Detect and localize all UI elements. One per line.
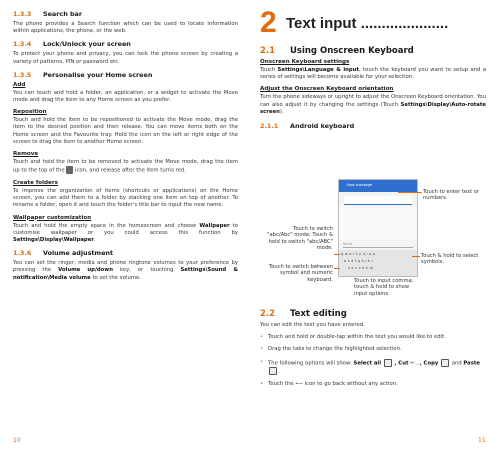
callout-line-hold	[412, 256, 420, 257]
note-hold-symbols: Touch & hold to select symbols.	[421, 253, 479, 266]
volume-text: You can set the ringer, media and phone ringtone volumes to your preference by pressing the Volume up/down key, or touching Settings\Sound & notification\Media volume to set the volume.	[13, 260, 238, 281]
heading-onscreen-keyboard: 2.1 Using Onscreen Keyboard	[260, 46, 414, 56]
keyboard-orientation-text: Turn the phone sideways or upright to adjust the Onscreen Keyboard orientation. You can also adjust it by changing the settings (Touch Settings\Display\Auto-rotate screen).	[260, 94, 486, 115]
phone-send-field: Send	[343, 242, 413, 248]
heading-personalise: 1.3.5 Personalise your Home screen	[13, 70, 153, 79]
create-folders-text: To improve the organization of items (shortcuts or applications) on the Home screen, you can add them to a folder by stacking one item on top of another. To rename a folder, open it and touch the folder's title bar to input the new name.	[13, 187, 238, 209]
bullet-touch-hold: • Touch and hold or double-tap within the text you would like to edit.	[260, 334, 486, 341]
note-switch-abc: Touch to switch "abc/Abc" mode; Touch & hold to switch "abc/ABC" mode.	[267, 226, 333, 251]
remove-text: Touch and hold the item to be removed to activate the Move mode, drag the item up to the top of the icon, and release after the item turns red.	[13, 159, 238, 174]
reposition-text: Touch and hold the item to be repositioned to activate the Move mode, drag the item to the desired position and then release. You can move items both on the Home screen and the Favourite tray. Hold the icon on the left or right edge of the screen to drag the item to another Home screen.	[13, 117, 238, 145]
chapter-header	[260, 6, 488, 40]
trash-icon	[66, 166, 73, 174]
bullet-drag-tabs: • Drag the tabs to change the highlighted selection.	[260, 346, 486, 353]
bullet-back: • Touch the ⟵ icon to go back without any action.	[260, 381, 486, 388]
chapter-title: Text input .....................	[286, 15, 449, 32]
keyboard-row-3: zxcvbnm	[348, 266, 375, 270]
note-enter-text: Touch to enter text or numbers.	[423, 189, 480, 202]
lock-screen-text: To protect your phone and privacy, you can lock the phone screen by creating a variety of patterns, PIN or password etc.	[13, 51, 238, 65]
subheading-keyboard-settings: Onscreen Keyboard settings	[260, 59, 350, 65]
paste-icon	[269, 367, 277, 375]
subheading-add: Add	[13, 81, 26, 88]
callout-line-enter	[398, 192, 422, 193]
subheading-keyboard-orientation: Adjust the Onscreen Keyboard orientation	[260, 86, 394, 93]
search-bar-text: The phone provides a Search function which can be used to locate information within applications, the phone, or the web.	[13, 21, 238, 35]
callout-line-abc	[334, 254, 340, 255]
heading-lock-screen: 1.3.4 Lock/Unlock your screen	[13, 40, 131, 49]
heading-volume: 1.3.6 Volume adjustment	[13, 249, 114, 258]
callout-line-symbol	[334, 268, 340, 269]
note-comma: Touch to input comma; touch & hold to show input options.	[354, 278, 414, 297]
heading-text-editing: 2.2 Text editing	[260, 309, 347, 319]
text-editing-intro: You can edit the text you have entered.	[260, 322, 365, 328]
keyboard-screenshot	[338, 179, 418, 277]
cut-icon: ✂	[410, 360, 415, 367]
copy-icon	[441, 359, 449, 367]
subheading-wallpaper: Wallpaper customization	[13, 214, 92, 221]
heading-android-keyboard: 2.1.1 Android keyboard	[260, 122, 355, 131]
page-number-right: 11	[478, 437, 486, 444]
wallpaper-text: Touch and hold the empty space in the homescreen and choose Wallpaper to customise wallpaper or you could access this function by Settings\Display\Wallpaper.	[13, 222, 238, 243]
chapter-number: 2	[260, 6, 277, 39]
heading-search-bar: 1.3.3 Search bar	[13, 10, 83, 18]
phone-text-field	[344, 196, 412, 205]
select-all-icon	[384, 359, 392, 367]
subheading-reposition: Reposition	[13, 109, 47, 116]
keyboard-row-1: qwertyuiop	[341, 252, 377, 256]
keyboard-row-2: asdfghjkl	[344, 259, 375, 263]
right-page-bottom	[260, 309, 486, 393]
right-page-top	[260, 46, 486, 133]
phone-title-bar: New message	[339, 180, 417, 192]
bullet-options: • The following options will show: Select all , Cut ✂ , , Copy and Paste .	[260, 359, 486, 376]
phone-content-area	[339, 206, 417, 240]
subheading-remove: Remove	[13, 151, 39, 158]
phone-keyboard	[339, 250, 417, 276]
note-switch-symbol: Touch to switch between symbol and numeric keyboard.	[268, 264, 333, 283]
keyboard-settings-text: Touch Settings\Language & input, touch the keyboard you want to setup and a series of settings will become available for your selection.	[260, 67, 486, 81]
page-number-left: 10	[13, 437, 21, 444]
subheading-create-folders: Create folders	[13, 179, 58, 186]
left-page	[13, 10, 238, 287]
add-text: You can touch and hold a folder, an application, or a widget to activate the Move mode and drag the item to any Home screen as you prefer.	[13, 89, 238, 104]
back-arrow-icon: ⟵	[295, 381, 303, 388]
